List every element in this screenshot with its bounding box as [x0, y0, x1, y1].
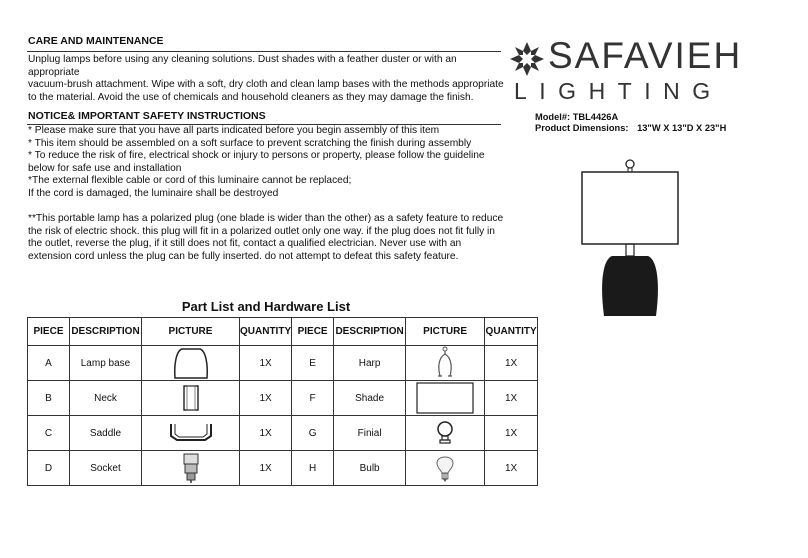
- neck-shape: [626, 244, 634, 256]
- plug-line: the outlet, reverse the plug, if it still does not fit, contact a qualified electrician. Never use with an: [28, 238, 462, 250]
- picture-cell: [406, 416, 485, 451]
- description-cell: Saddle: [70, 416, 142, 451]
- quantity-cell: 1X: [240, 451, 292, 486]
- dims-label: Product Dimensions:: [535, 123, 629, 133]
- brand-name: SAFAVIEH: [548, 35, 743, 76]
- shade-shape: [582, 172, 678, 244]
- care-text: [28, 54, 504, 104]
- brand-mark-icon: [510, 42, 544, 76]
- table-row: [28, 451, 538, 486]
- neck-icon: [181, 384, 201, 412]
- care-line: appropriate: [28, 66, 80, 78]
- bulb-icon: [434, 453, 456, 483]
- lamp-illustration: [578, 156, 682, 318]
- table-row: [28, 381, 538, 416]
- lamp-base-icon: [171, 347, 211, 379]
- col-header: PIECE: [292, 318, 334, 346]
- quantity-cell: 1X: [240, 381, 292, 416]
- parts-table: [27, 317, 538, 486]
- col-header: DESCRIPTION: [334, 318, 406, 346]
- table-row: [28, 416, 538, 451]
- product-dimensions: [535, 123, 726, 133]
- quantity-cell: 1X: [485, 451, 538, 486]
- brand-sub: LIGHTING: [514, 78, 723, 104]
- model-value: TBL4426A: [572, 112, 619, 122]
- base-shape: [602, 256, 658, 316]
- picture-cell: [142, 381, 240, 416]
- piece-cell: C: [28, 416, 70, 451]
- picture-cell: [406, 451, 485, 486]
- shade-icon: [416, 382, 474, 414]
- col-header: PICTURE: [406, 318, 485, 346]
- description-cell: Finial: [334, 416, 406, 451]
- plug-line: **This portable lamp has a polarized plug (one blade is wider than the other) as a safety feature to reduce: [28, 213, 504, 224]
- picture-cell: [142, 346, 240, 381]
- notice-line: *The external flexible cable or cord of this luminaire cannot be replaced;: [28, 175, 352, 187]
- col-header: PIECE: [28, 318, 70, 346]
- notice-line: below for safe use and installation: [28, 162, 182, 174]
- notice-text: [28, 125, 485, 201]
- socket-icon: [180, 453, 202, 483]
- quantity-cell: 1X: [240, 346, 292, 381]
- notice-line: If the cord is damaged, the luminaire shall be destroyed: [28, 187, 279, 199]
- harp-icon: [435, 346, 455, 380]
- notice-line: * This item should be assembled on a soft surface to prevent scratching the finish during assembly: [28, 137, 472, 149]
- piece-cell: H: [292, 451, 334, 486]
- picture-cell: [406, 381, 485, 416]
- description-cell: Lamp base: [70, 346, 142, 381]
- finial-icon: [435, 420, 455, 446]
- description-cell: Neck: [70, 381, 142, 416]
- description-cell: Shade: [334, 381, 406, 416]
- care-line: to the material. Avoid the use of chemicals and household cleaners as they may damage the finish.: [28, 91, 474, 103]
- notice-title: NOTICE& IMPORTANT SAFETY INSTRUCTIONS: [28, 110, 266, 122]
- piece-cell: D: [28, 451, 70, 486]
- care-line: vacuum-brush attachment. Wipe with a soft, dry cloth and clean lamp bases with the methods appropriate: [28, 79, 504, 91]
- quantity-cell: 1X: [485, 381, 538, 416]
- quantity-cell: 1X: [485, 346, 538, 381]
- col-header: QUANTITY: [485, 318, 538, 346]
- plug-text: [28, 213, 503, 263]
- description-cell: Bulb: [334, 451, 406, 486]
- care-title: CARE AND MAINTENANCE: [28, 35, 164, 47]
- quantity-cell: 1X: [240, 416, 292, 451]
- care-line: Unplug lamps before using any cleaning solutions. Dust shades with a feather duster or with an: [28, 54, 457, 65]
- finial-shape: [626, 160, 634, 168]
- col-header: QUANTITY: [240, 318, 292, 346]
- dims-value: 13"W X 13"D X 23"H: [637, 123, 727, 133]
- quantity-cell: 1X: [485, 416, 538, 451]
- piece-cell: G: [292, 416, 334, 451]
- picture-cell: [142, 416, 240, 451]
- notice-line: * To reduce the risk of fire, electrical shock or injury to persons or property, please follow the guideline: [28, 150, 485, 162]
- col-header: DESCRIPTION: [70, 318, 142, 346]
- model-label: Model#:: [535, 112, 571, 122]
- piece-cell: A: [28, 346, 70, 381]
- divider: [27, 51, 501, 52]
- description-cell: Harp: [334, 346, 406, 381]
- piece-cell: B: [28, 381, 70, 416]
- picture-cell: [406, 346, 485, 381]
- picture-cell: [142, 451, 240, 486]
- piece-cell: F: [292, 381, 334, 416]
- description-cell: Socket: [70, 451, 142, 486]
- plug-line: the risk of electric shock. this plug will fit in a polarized outlet only one way. if the plug does not fit fully in: [28, 225, 495, 237]
- notice-line: * Please make sure that you have all parts indicated before you begin assembly of this item: [28, 125, 440, 136]
- table-row: [28, 346, 538, 381]
- parts-title: Part List and Hardware List: [181, 299, 351, 314]
- col-header: PICTURE: [142, 318, 240, 346]
- saddle-icon: [169, 420, 213, 446]
- model-number: [535, 112, 618, 122]
- piece-cell: E: [292, 346, 334, 381]
- table-header-row: [28, 318, 538, 346]
- plug-line: extension cord unless the plug can be fully inserted. do not attempt to defeat this safety feature.: [28, 250, 459, 262]
